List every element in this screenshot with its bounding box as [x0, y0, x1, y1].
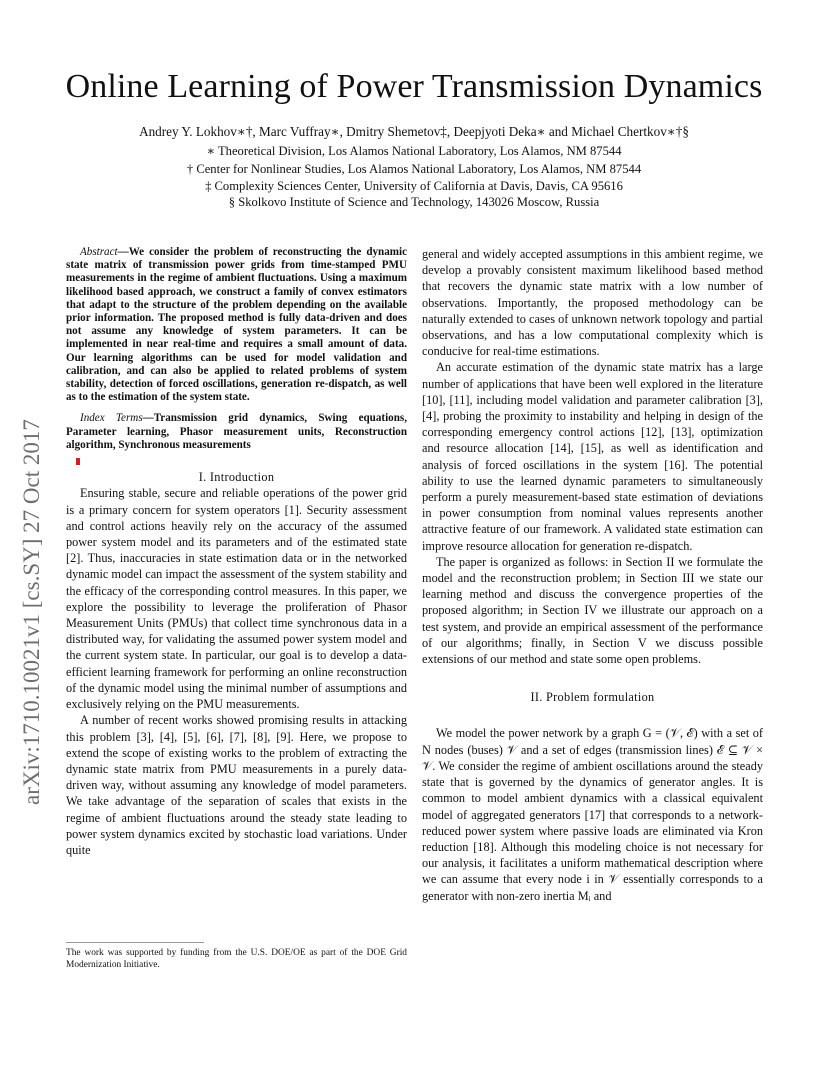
right-paragraph-3: The paper is organized as follows: in Section II we formulate the model and the reconstruction problem; in Section III we state our learning method and discuss the convergence properties of the proposed algorithm; in Section IV we illustrate our approach on a test system, and provide an empirical assessment of the performance of our algorithms; finally, in Section V we discuss possible extensions of our method and state some open problems. [422, 554, 763, 667]
affiliation-2: † Center for Nonlinear Studies, Los Alamos National Laboratory, Los Alamos, NM 87544 [186, 162, 642, 176]
affiliation-4: § Skolkovo Institute of Science and Technology, 143026 Moscow, Russia [228, 195, 600, 209]
section-heading-introduction: I. Introduction [198, 470, 275, 485]
left-column [66, 246, 407, 858]
right-paragraph-4: We model the power network by a graph G = (𝒱, ℰ) with a set of N nodes (buses) 𝒱 and a set of edges (transmission lines) ℰ ⊆ 𝒱 × 𝒱. We consider the regime of ambient oscillations around the steady state that is governed by the dynamics of generator angles. It is common to model ambient dynamics with a classical equivalent model of aggregated generators [17] that corresponds to a network-reduced power system where passive loads are eliminated via Kron reduction [18]. Although this modeling choice is not necessary for our analysis, it facilitates a uniform mathematical description where we can assume that every node i in 𝒱 essentially corresponds to a generator with non-zero inertia Mᵢ and [422, 726, 763, 903]
footnote-rule [66, 942, 204, 943]
abstract-text: —We consider the problem of reconstructing the dynamic state matrix of transmission power grids from time-stamped PMU measurements in the regime of ambient fluctuations. Using a maximum likelihood based approach, we construct a family of convex estimators that adapt to the structure of the problem depending on the available prior information. The proposed method is fully data-driven and does not assume any knowledge of system parameters. It can be implemented in near real-time and requires a small amount of data. Our learning algorithms can be used for model validation and calibration, and can also be applied to related problems of system stability, detection of forced oscillations, generation re-dispatch, as well as to the estimation of the system state. [66, 246, 407, 404]
author-list: Andrey Y. Lokhov∗†, Marc Vuffray∗, Dmitry Shemetov‡, Deepjyoti Deka∗ and Michael Chertkov∗†§ [139, 124, 689, 139]
annotation-marker [76, 458, 80, 465]
right-paragraph-2: An accurate estimation of the dynamic state matrix has a large number of applications that have been well explored in the literature [10], [11], including model validation and parameter calibration [3], [4], probing the proximity to instability and helping in design of the corresponding emergency control actions [12], [13], optimization and resource allocation [14], [15], as well as identification and analysis of forced oscillations in the system [16]. The potential ability to use the learned dynamic parameters to simultaneously perform a purely measurement-based state estimation of deviations in power consumption from nominal values represents another attractive feature of our framework. A validated state estimation can improve resource allocation for generation re-dispatch. [422, 360, 763, 553]
footnote-text: The work was supported by funding from the U.S. DOE/OE as part of the DOE Grid Modernization Initiative. [66, 948, 407, 970]
index-terms-label: Index Terms [80, 412, 143, 425]
right-column [422, 246, 763, 904]
section-heading-problem: II. Problem formulation [530, 690, 655, 705]
affiliation-1: ∗ Theoretical Division, Los Alamos National Laboratory, Los Alamos, NM 87544 [206, 144, 622, 158]
index-terms [66, 412, 407, 452]
intro-paragraph-1: Ensuring stable, secure and reliable operations of the power grid is a primary concern for system operators [1]. Security assessment and control actions heavily rely on the accuracy of the assumed power system model and its parameters and of the estimated state [2]. Thus, inaccuracies in state estimation data or in the networked dynamic model can impact the assessment of the system stability and the efficacy of the corresponding control measures. In this paper, we explore the possibility to leverage the proliferation of Phasor Measurement Units (PMUs) that collect time synchronous data in a distributed way, for validating the assumed power system model and the current system state. In particular, our goal is to develop a data-efficient learning framework for performing an online reconstruction of the dynamic model using the minimal number of assumptions and exclusively relying on the PMU measurements. [66, 486, 407, 712]
arxiv-identifier: arXiv:1710.10021v1 [cs.SY] 27 Oct 2017 [19, 419, 44, 805]
footnote [66, 942, 407, 971]
right-paragraph-1: general and widely accepted assumptions in this ambient regime, we develop a provably consistent maximum likelihood based method that recovers the dynamic state matrix with a low number of observations. Importantly, the proposed methodology can be naturally extended to cases of unknown network topology and partial observations, and has a low computational complexity which is conducive for real-time estimations. [422, 247, 763, 359]
index-terms-text: —Transmission grid dynamics, Swing equations, Parameter learning, Phasor measurement units, Reconstruction algorithm, Synchronous measurements [66, 412, 407, 451]
abstract [66, 246, 407, 404]
paper-title: Online Learning of Power Transmission Dynamics [65, 68, 763, 105]
affiliation-3: ‡ Complexity Sciences Center, University of California at Davis, Davis, CA 95616 [205, 179, 623, 193]
abstract-label: Abstract [80, 246, 118, 258]
intro-paragraph-2: A number of recent works showed promising results in attacking this problem [3], [4], [5], [6], [7], [8], [9]. Here, we propose to extend the scope of existing works to the problem of extracting the dynamic state matrix from PMU measurements in a purely data-driven way, without assuming any knowledge of model parameters. We take advantage of the separation of scales that exists in the regime of ambient fluctuations around the steady state leading to power system dynamics excited by stochastic load variations. Under quite [66, 713, 407, 857]
